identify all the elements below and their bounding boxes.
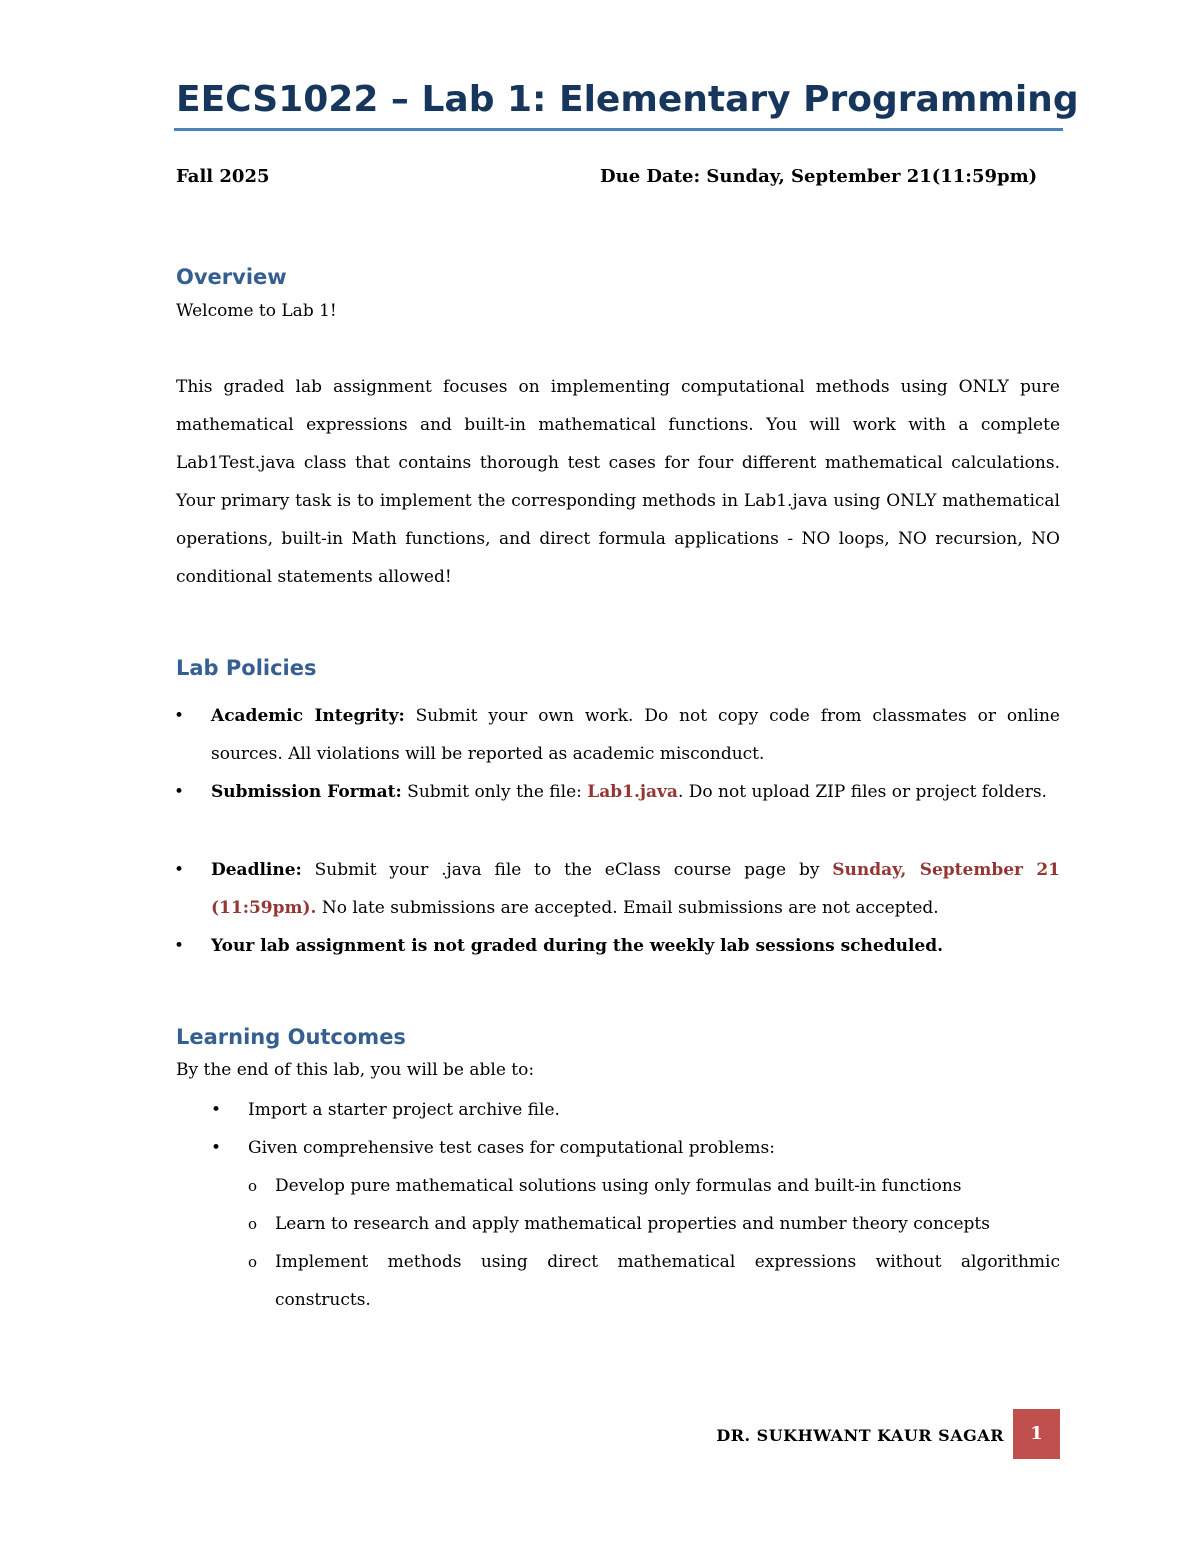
overview-paragraph: This graded lab assignment focuses on implementing computational methods using ONLY pure mathematical expressions and built-in mathematical functions. You will work with a complete Lab1Test.java class that contains thorough test cases for four different mathematical calculations. Your primary task is to implement the corresponding methods in Lab1.java using ONLY mathematical operations, built-in Math functions, and direct formula applications - NO loops, NO recursion, NO conditional statements allowed!: [176, 377, 1060, 587]
policy-body: Submit your own work. Do not copy code from classmates or online sources. All violations will be reported as academic misconduct.: [211, 706, 1060, 764]
outcome-sub-item: [248, 1243, 1060, 1319]
policy-label: Submission Format:: [211, 782, 402, 802]
circle-bullet-icon: o: [248, 1177, 258, 1195]
bullet-icon: •: [211, 1138, 222, 1158]
page-number-badge: 1: [1013, 1409, 1060, 1459]
policy-item-academic-integrity: [174, 697, 1060, 773]
bullet-icon: •: [174, 860, 185, 880]
policy-body: Your lab assignment is not graded during the weekly lab sessions scheduled.: [211, 936, 944, 956]
circle-bullet-icon: o: [248, 1215, 258, 1233]
title-divider: [174, 128, 1063, 131]
policy-body-end: . Do not upload ZIP files or project folders.: [677, 782, 1047, 802]
outcome-item: [211, 1129, 1060, 1167]
policy-body: Submit only the file:: [401, 782, 588, 802]
policy-text: [211, 851, 1060, 927]
outcome-item: [211, 1091, 1060, 1129]
policy-label: Academic Integrity:: [211, 706, 405, 726]
policy-item-deadline: [174, 851, 1060, 927]
document-title: EECS1022 – Lab 1: Elementary Programming: [176, 79, 1079, 120]
bullet-icon: •: [211, 1100, 222, 1120]
outcome-text: Import a starter project archive file.: [248, 1100, 560, 1120]
outcome-sub-text: Learn to research and apply mathematical properties and number theory concepts: [275, 1214, 990, 1234]
learning-outcomes-heading: Learning Outcomes: [176, 1025, 406, 1049]
policy-text: [211, 927, 1060, 965]
policy-label: Deadline:: [211, 860, 302, 880]
outcomes-intro: By the end of this lab, you will be able to:: [176, 1060, 535, 1080]
deadline-highlight: Sunday, September 21 (11:59pm).: [211, 860, 1061, 918]
policy-body: Submit your .java file to the eClass course page by: [301, 860, 833, 880]
bullet-icon: •: [174, 782, 185, 802]
policy-text: [211, 773, 1060, 811]
overview-heading: Overview: [176, 265, 287, 289]
outcome-sub-text: Implement methods using direct mathematical expressions without algorithmic constructs.: [275, 1252, 1060, 1310]
lab-policies-heading: Lab Policies: [176, 656, 317, 680]
outcome-sub-item: [248, 1167, 1060, 1205]
bullet-icon: •: [174, 706, 185, 726]
policy-text: [211, 697, 1060, 773]
policy-body-end: No late submissions are accepted. Email submissions are not accepted.: [316, 898, 939, 918]
policy-item-submission-format: [174, 773, 1060, 811]
due-date: Due Date: Sunday, September 21(11:59pm): [600, 166, 1038, 187]
footer-author: DR. SUKHWANT KAUR SAGAR: [716, 1426, 1004, 1445]
bullet-icon: •: [174, 936, 185, 956]
file-name-highlight: Lab1.java: [587, 782, 678, 802]
outcome-sub-text: Develop pure mathematical solutions using only formulas and built-in functions: [275, 1176, 962, 1196]
welcome-text: Welcome to Lab 1!: [176, 301, 337, 321]
policy-item-grading: [174, 927, 1060, 965]
outcome-text: Given comprehensive test cases for computational problems:: [248, 1138, 775, 1158]
circle-bullet-icon: o: [248, 1253, 258, 1271]
term-label: Fall 2025: [176, 166, 270, 187]
outcome-sub-item: [248, 1205, 1060, 1243]
